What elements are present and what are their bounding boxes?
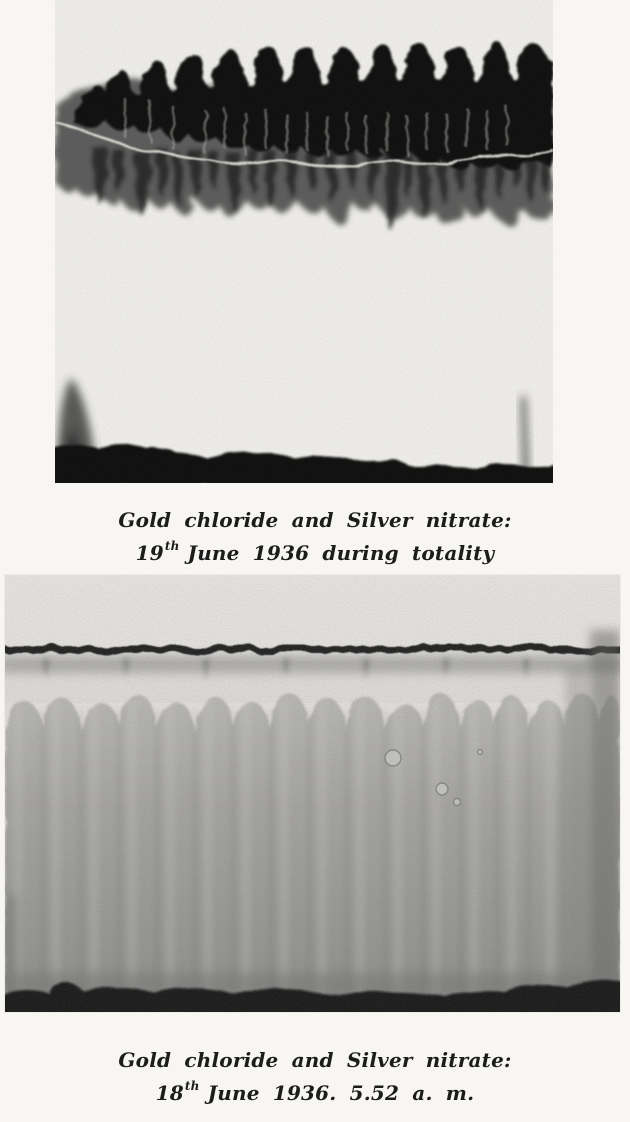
caption-totality [0, 504, 630, 570]
grain-overlay [55, 0, 553, 483]
caption-morning-ordinal: th [184, 1079, 200, 1094]
caption-totality-ordinal: th [164, 539, 180, 554]
caption-morning-day: 18 [155, 1081, 184, 1105]
caption-morning [0, 1044, 630, 1110]
photo-totality-image [55, 0, 553, 483]
figure-morning [5, 575, 620, 1012]
caption-totality-day: 19 [135, 541, 164, 565]
figure-totality [55, 0, 553, 483]
caption-totality-rest: June 1936 during totality [187, 541, 495, 565]
caption-morning-rest: June 1936. 5.52 a. m. [207, 1081, 475, 1105]
caption-morning-line2 [0, 1077, 630, 1110]
photo-morning-image [5, 575, 620, 1012]
caption-morning-line1: Gold chloride and Silver nitrate: [118, 1048, 512, 1072]
caption-totality-line2 [0, 537, 630, 570]
caption-totality-line1: Gold chloride and Silver nitrate: [118, 508, 512, 532]
grain-light-overlay [5, 575, 620, 1012]
